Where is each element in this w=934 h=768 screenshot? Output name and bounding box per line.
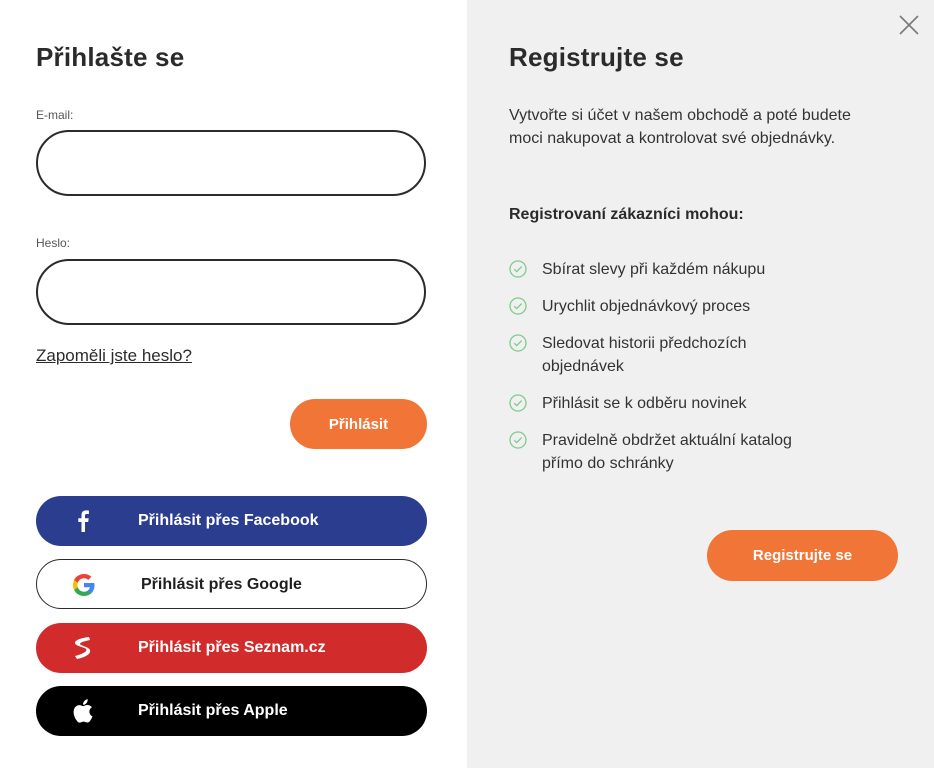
- benefit-text: Sledovat historii předchozích objednávek: [542, 335, 747, 375]
- apple-login-label: Přihlásit přes Apple: [138, 702, 288, 719]
- benefit-item: [509, 392, 899, 415]
- benefit-item: [509, 332, 819, 378]
- seznam-login-label: Přihlásit přes Seznam.cz: [138, 639, 326, 656]
- apple-icon: [69, 686, 97, 736]
- check-circle-icon: [509, 334, 527, 352]
- facebook-login-label: Přihlásit přes Facebook: [138, 512, 319, 529]
- check-circle-icon: [509, 260, 527, 278]
- benefit-item: [509, 258, 899, 281]
- register-intro: Vytvořte si účet v našem obchodě a poté budete moci nakupovat a kontrolovat své objednávky.: [509, 107, 851, 147]
- seznam-icon: [69, 623, 97, 673]
- seznam-login-button[interactable]: [36, 623, 427, 673]
- email-label: E-mail:: [36, 108, 74, 122]
- check-circle-icon: [509, 297, 527, 315]
- register-button[interactable]: Registrujte se: [707, 530, 898, 581]
- benefits-heading: Registrovaní zákazníci mohou:: [509, 206, 744, 223]
- facebook-login-button[interactable]: [36, 496, 427, 546]
- benefit-item: [509, 429, 819, 475]
- benefits-list: [509, 258, 899, 489]
- facebook-icon: [69, 496, 97, 546]
- apple-login-button[interactable]: [36, 686, 427, 736]
- login-title: Přihlašte se: [36, 42, 185, 72]
- check-circle-icon: [509, 431, 527, 449]
- forgot-password-link[interactable]: Zapoměli jste heslo?: [36, 346, 192, 365]
- check-circle-icon: [509, 394, 527, 412]
- close-button[interactable]: [896, 12, 922, 38]
- password-input[interactable]: [36, 259, 426, 325]
- benefit-text: Pravidelně obdržet aktuální katalog přímo do schránky: [542, 432, 792, 472]
- benefit-text: Přihlásit se k odběru novinek: [542, 395, 747, 412]
- google-login-button[interactable]: [36, 559, 427, 609]
- password-label: Heslo:: [36, 236, 71, 250]
- google-login-label: Přihlásit přes Google: [141, 576, 302, 593]
- login-button[interactable]: Přihlásit: [290, 399, 427, 449]
- register-title: Registrujte se: [509, 42, 684, 72]
- benefit-item: [509, 295, 899, 318]
- register-panel: [467, 0, 934, 768]
- benefit-text: Sbírat slevy při každém nákupu: [542, 261, 766, 278]
- google-icon: [70, 560, 98, 610]
- close-icon: [896, 12, 922, 38]
- benefit-text: Urychlit objednávkový proces: [542, 298, 751, 315]
- email-input[interactable]: [36, 130, 426, 196]
